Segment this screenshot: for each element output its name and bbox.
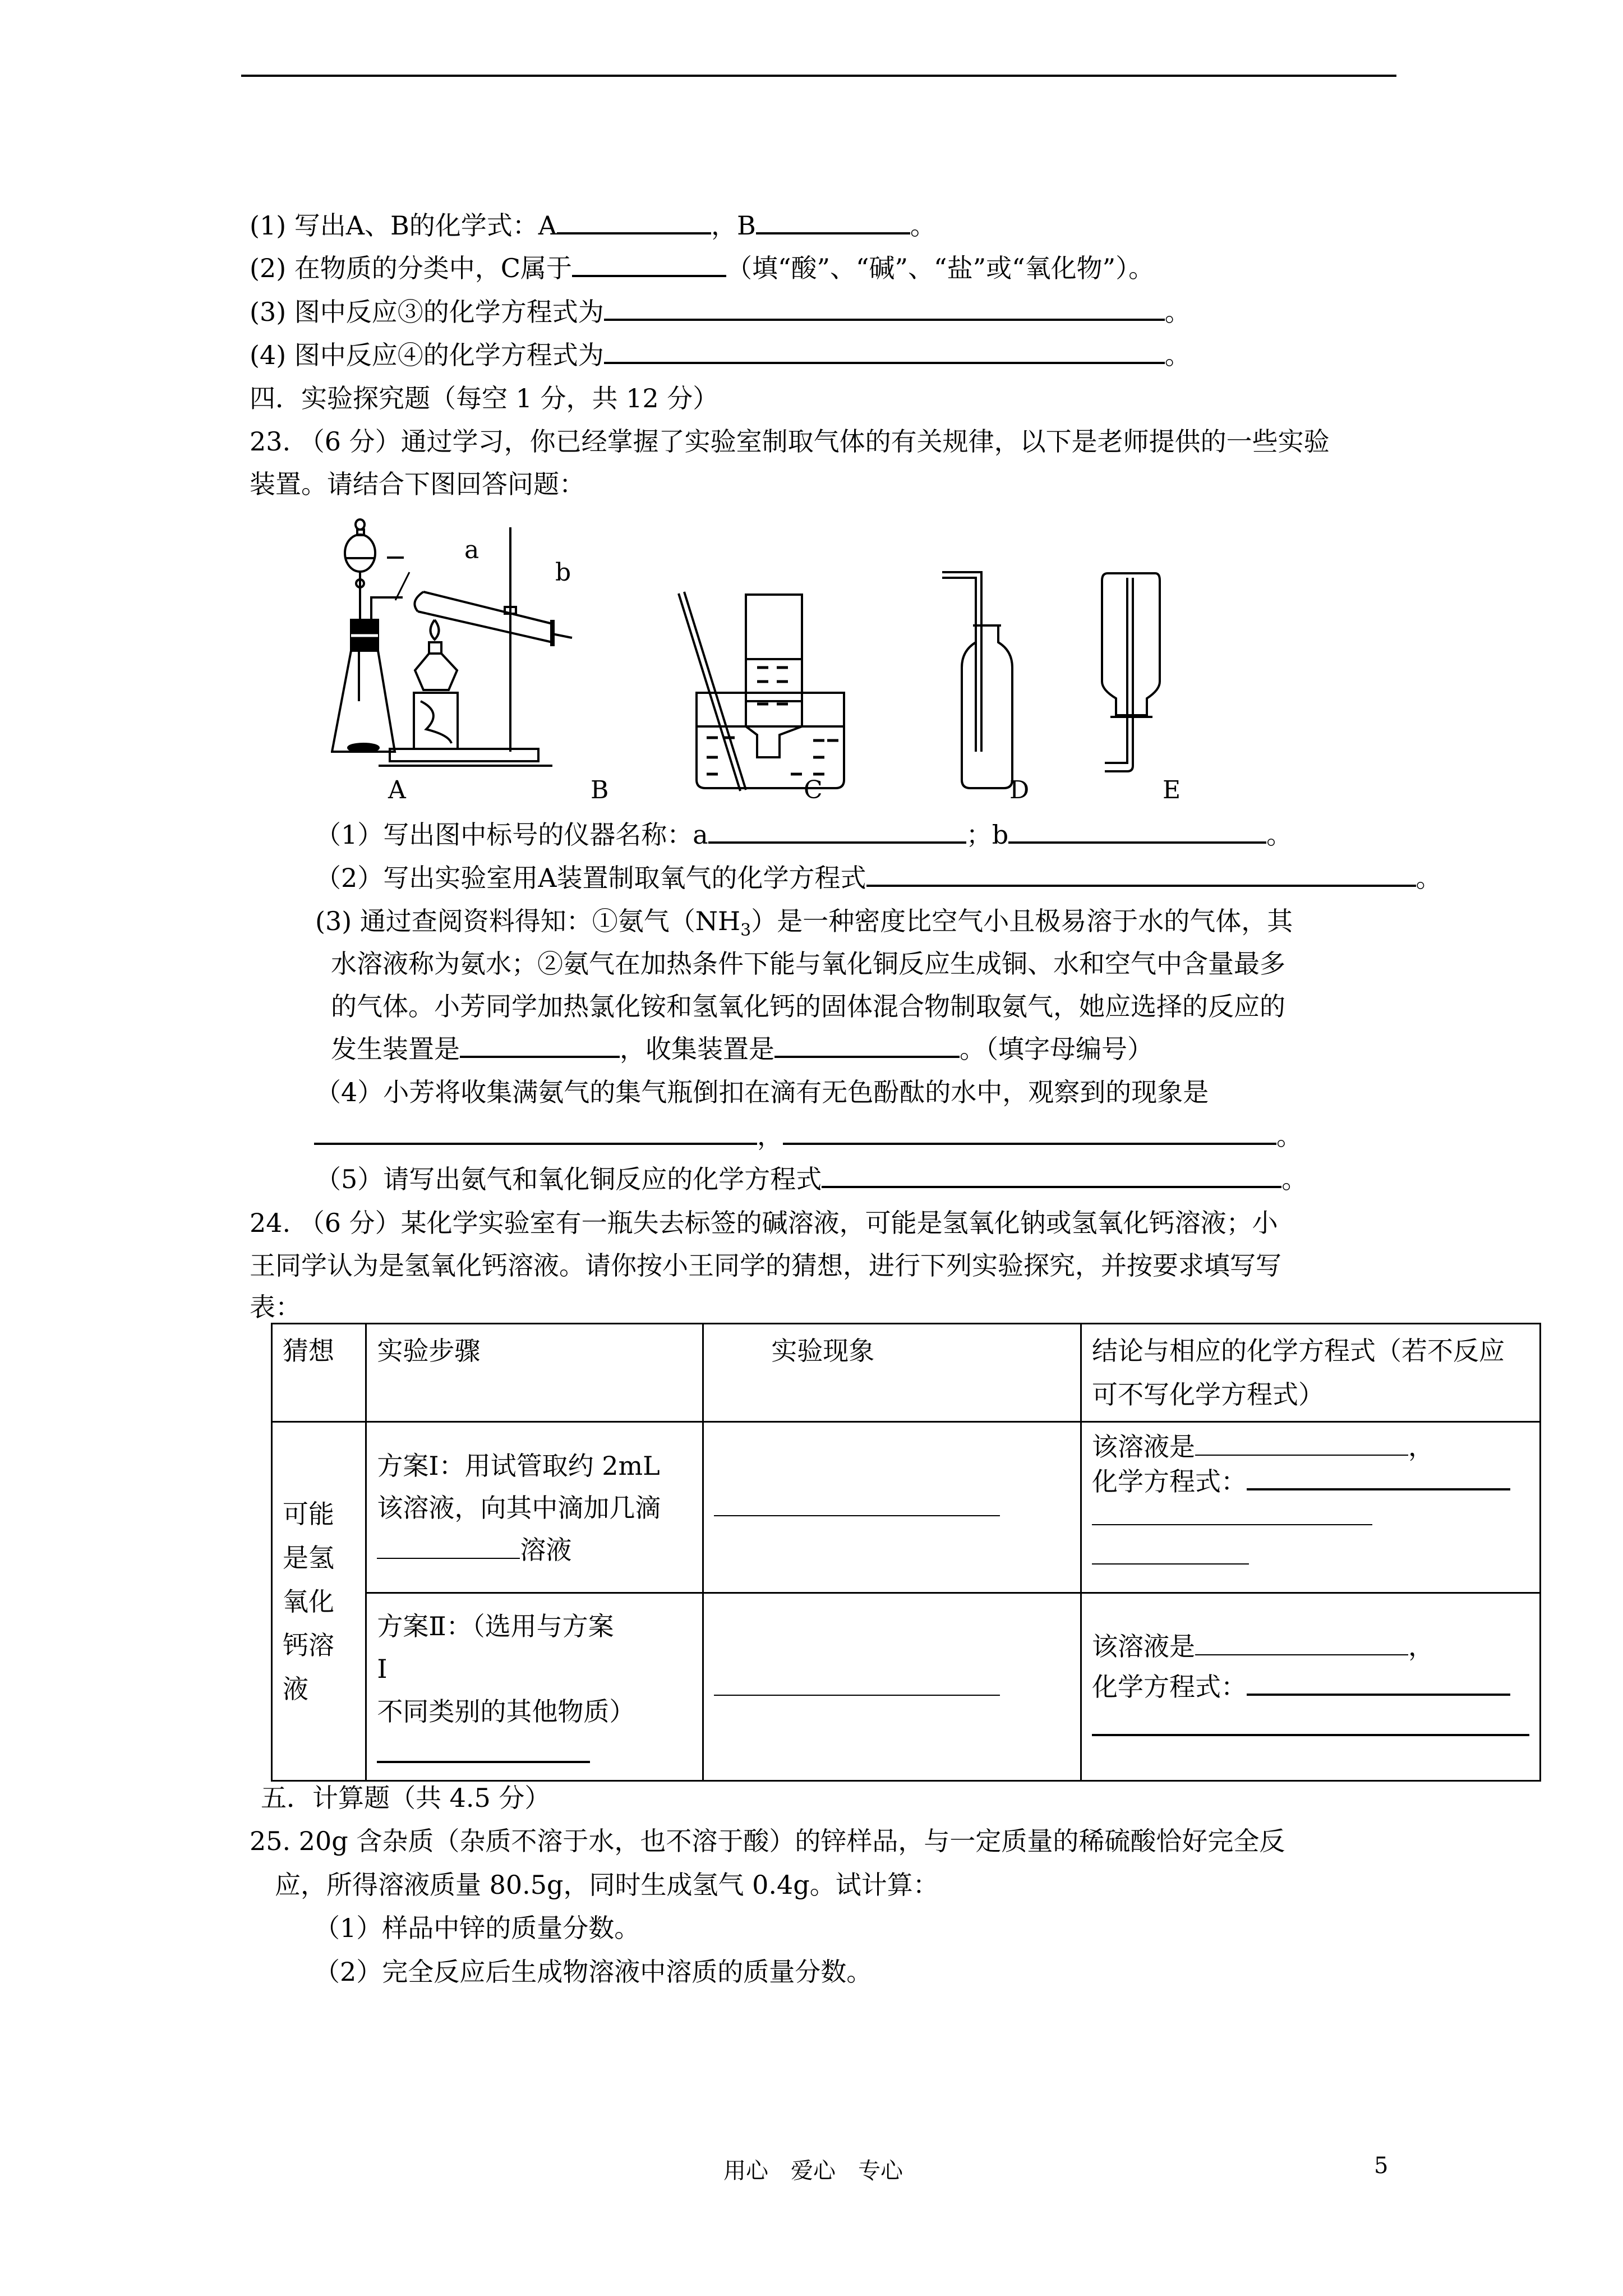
q23-sub3-line4 bbox=[331, 1032, 1153, 1066]
plan2-line1: 方案Ⅱ：（选用与方案 bbox=[377, 1611, 614, 1641]
plan1-conclusion bbox=[1081, 1422, 1540, 1593]
answer-blank-equation-plan1-line3[interactable] bbox=[1092, 1541, 1249, 1565]
answer-blank-other-substance[interactable] bbox=[377, 1738, 590, 1763]
answer-blank-equation-plan1-line2[interactable] bbox=[1092, 1502, 1372, 1525]
q23-sub3-line4-a: 发生装置是 bbox=[331, 1034, 460, 1064]
q23-sub2-end: 。 bbox=[1415, 863, 1442, 893]
q25-line1: 25. 20g 含杂质（杂质不溶于水，也不溶于酸）的锌样品，与一定质量的稀硫酸恰好完全反 bbox=[250, 1826, 1285, 1856]
q25-sub1: （1）样品中锌的质量分数。 bbox=[314, 1913, 640, 1943]
q22-sub3 bbox=[250, 295, 1191, 329]
answer-blank-solution-plan1[interactable] bbox=[1195, 1432, 1408, 1456]
q23-sub5-end: 。 bbox=[1281, 1164, 1308, 1194]
callout-b-label: b bbox=[555, 558, 571, 587]
apparatus-d-bottle-long-tube bbox=[942, 572, 1012, 788]
answer-blank-phenomenon-plan2[interactable] bbox=[714, 1672, 1000, 1696]
q23-sub3-line2: 水溶液称为氨水；②氨气在加热条件下能与氧化铜反应生成铜、水和空气中含量最多 bbox=[331, 949, 1285, 979]
plan2-solution-is: 该溶液是 bbox=[1091, 1631, 1195, 1662]
plan2-steps bbox=[366, 1593, 703, 1781]
section4-title: 四．实验探究题（每空 1 分，共 12 分） bbox=[250, 383, 719, 413]
header-phenomenon: 实验现象 bbox=[703, 1324, 1081, 1422]
q22-sub1-mid: ，B bbox=[711, 210, 756, 241]
q22-sub1-end: 。 bbox=[910, 210, 936, 241]
q23-sub1-prefix: （1）写出图中标号的仪器名称：a bbox=[315, 820, 708, 850]
answer-blank-a[interactable] bbox=[557, 210, 711, 234]
answer-blank-oxygen-equation[interactable] bbox=[866, 862, 1416, 887]
q22-sub4-prefix: (4) 图中反应④的化学方程式为 bbox=[250, 340, 604, 370]
q23-sub3-line1-b: ）是一种密度比空气小且极易溶于水的气体，其 bbox=[751, 906, 1293, 936]
header-steps: 实验步骤 bbox=[366, 1324, 703, 1422]
plan1-steps bbox=[366, 1422, 703, 1593]
q23-sub3-line1-a: (3) 通过查阅资料得知：①氨气（NH bbox=[315, 906, 741, 936]
plan2-conclusion bbox=[1081, 1593, 1540, 1781]
q23-sub2 bbox=[315, 861, 1442, 895]
q25-line2: 应，所得溶液质量 80.5g，同时生成氢气 0.4g。试计算： bbox=[275, 1870, 939, 1900]
q22-sub3-prefix: (3) 图中反应③的化学方程式为 bbox=[250, 297, 604, 327]
page-number: 5 bbox=[1374, 2153, 1389, 2179]
q23-sub3-line4-b: ，收集装置是 bbox=[620, 1034, 774, 1064]
q23-sub5 bbox=[315, 1162, 1307, 1196]
q23-sub4-line1: （4）小芳将收集满氨气的集气瓶倒扣在滴有无色酚酞的水中，观察到的现象是 bbox=[315, 1077, 1209, 1107]
q23-sub3-line3: 的气体。小芳同学加热氯化铵和氢氧化钙的固体混合物制取氨气，她应选择的反应的 bbox=[331, 991, 1285, 1022]
plan2-equation-label: 化学方程式： bbox=[1091, 1672, 1247, 1702]
answer-blank-b[interactable] bbox=[756, 210, 910, 234]
nh3-subscript: 3 bbox=[740, 921, 751, 941]
answer-blank-solution-plan2[interactable] bbox=[1195, 1632, 1408, 1655]
hypothesis-cell bbox=[272, 1422, 366, 1781]
answer-blank-instrument-a[interactable] bbox=[708, 819, 966, 844]
plan2-line3: 不同类别的其他物质） bbox=[377, 1696, 635, 1727]
plan2-line2: Ⅰ bbox=[377, 1654, 388, 1684]
header-conclusion: 结论与相应的化学方程式（若不反应可不写化学方程式） bbox=[1081, 1324, 1540, 1422]
answer-blank-c-class[interactable] bbox=[572, 252, 726, 277]
q23-intro-line1: 23. （6 分）通过学习，你已经掌握了实验室制取气体的有关规律，以下是老师提供的一些实验 bbox=[250, 426, 1330, 457]
experiment-table bbox=[271, 1323, 1541, 1782]
answer-blank-equation-plan1[interactable] bbox=[1247, 1466, 1510, 1490]
q24-intro-line1: 24. （6 分）某化学实验室有一瓶失去标签的碱溶液，可能是氢氧化钠或氢氧化钙溶液；小 bbox=[250, 1208, 1278, 1238]
plan1-phenomenon bbox=[703, 1422, 1081, 1593]
answer-blank-reagent[interactable] bbox=[377, 1535, 520, 1559]
callout-a-label: a bbox=[464, 536, 479, 564]
answer-blank-reaction4[interactable] bbox=[604, 339, 1165, 364]
plan1-line2: 该溶液，向其中滴加几滴 bbox=[377, 1493, 661, 1523]
table-row-plan1 bbox=[272, 1422, 1541, 1593]
plan1-line3-end: 溶液 bbox=[520, 1535, 572, 1565]
answer-blank-collection-device[interactable] bbox=[774, 1033, 960, 1058]
plan1-comma: ， bbox=[1408, 1432, 1434, 1462]
answer-blank-phenomenon-1[interactable] bbox=[314, 1120, 757, 1145]
answer-blank-reaction3[interactable] bbox=[604, 296, 1165, 321]
q22-sub1-prefix: (1) 写出A、B的化学式：A bbox=[250, 210, 557, 241]
plan1-equation-label: 化学方程式： bbox=[1091, 1466, 1247, 1497]
q23-sub2-prefix: （2）写出实验室用A装置制取氧气的化学方程式 bbox=[315, 863, 866, 893]
q23-sub3-line1 bbox=[315, 904, 1293, 947]
figure-label-e: E bbox=[1163, 776, 1181, 804]
q22-sub4-end: 。 bbox=[1164, 340, 1191, 370]
figure-label-d: D bbox=[1009, 776, 1030, 804]
q22-sub2-prefix: (2) 在物质的分类中，C属于 bbox=[250, 253, 572, 283]
plan1-line1: 方案Ⅰ：用试管取约 2mL bbox=[377, 1451, 660, 1481]
plan2-phenomenon bbox=[703, 1593, 1081, 1781]
apparatus-c-water-trough bbox=[679, 592, 844, 791]
answer-blank-phenomenon-plan1[interactable] bbox=[714, 1493, 1000, 1516]
hypothesis-text: 可能是氢氧化钙溶液 bbox=[283, 1498, 334, 1704]
answer-blank-phenomenon-2[interactable] bbox=[783, 1120, 1276, 1145]
q22-sub2 bbox=[250, 251, 1154, 285]
footer-motto: 用心 爱心 专心 bbox=[723, 2158, 903, 2184]
header-hypothesis: 猜想 bbox=[272, 1324, 366, 1422]
figure-label-b: B bbox=[591, 776, 609, 804]
figure-label-a: A bbox=[388, 776, 406, 804]
q24-intro-line2: 王同学认为是氢氧化钙溶液。请你按小王同学的猜想，进行下列实验探究，并按要求填写写 bbox=[250, 1250, 1281, 1281]
header-rule bbox=[241, 75, 1396, 77]
q23-sub1-mid: ；b bbox=[966, 820, 1009, 850]
apparatus-a-flask bbox=[332, 519, 403, 752]
q23-sub4-end: 。 bbox=[1276, 1121, 1302, 1151]
q23-sub1-end: 。 bbox=[1266, 820, 1293, 850]
answer-blank-ammonia-cuo-equation[interactable] bbox=[822, 1163, 1281, 1188]
q22-sub4 bbox=[250, 338, 1191, 372]
q22-sub1 bbox=[250, 209, 936, 242]
plan1-line3 bbox=[377, 1529, 692, 1571]
answer-blank-generation-device[interactable] bbox=[460, 1033, 620, 1058]
q23-sub4-line2 bbox=[314, 1119, 1302, 1153]
q23-intro-line2: 装置。请结合下图回答问题： bbox=[250, 469, 585, 499]
table-row-plan2 bbox=[272, 1593, 1541, 1781]
figure-label-c: C bbox=[804, 776, 823, 804]
apparatus-e-inverted-bottle bbox=[1102, 573, 1160, 771]
q23-sub5-prefix: （5）请写出氨气和氧化铜反应的化学方程式 bbox=[315, 1164, 822, 1194]
plan2-comma: ， bbox=[1408, 1631, 1434, 1662]
q23-sub3-line4-c: 。（填字母编号） bbox=[960, 1034, 1153, 1064]
q22-sub2-end: （填“酸”、“碱”、“盐”或“氧化物”）。 bbox=[726, 253, 1155, 283]
q25-sub2: （2）完全反应后生成物溶液中溶质的质量分数。 bbox=[314, 1957, 873, 1987]
q22-sub3-end: 。 bbox=[1164, 297, 1191, 327]
q23-sub1 bbox=[315, 818, 1292, 852]
section5-title: 五．计算题（共 4.5 分） bbox=[261, 1783, 551, 1813]
answer-blank-instrument-b[interactable] bbox=[1008, 819, 1266, 844]
table-header-row bbox=[272, 1324, 1541, 1422]
answer-blank-equation-plan2[interactable] bbox=[1247, 1671, 1510, 1696]
answer-blank-equation-plan2-line2[interactable] bbox=[1092, 1711, 1529, 1736]
q23-sub4-comma: ， bbox=[757, 1121, 783, 1151]
plan1-solution-is: 该溶液是 bbox=[1091, 1432, 1195, 1462]
q24-intro-line3: 表： bbox=[250, 1292, 301, 1322]
